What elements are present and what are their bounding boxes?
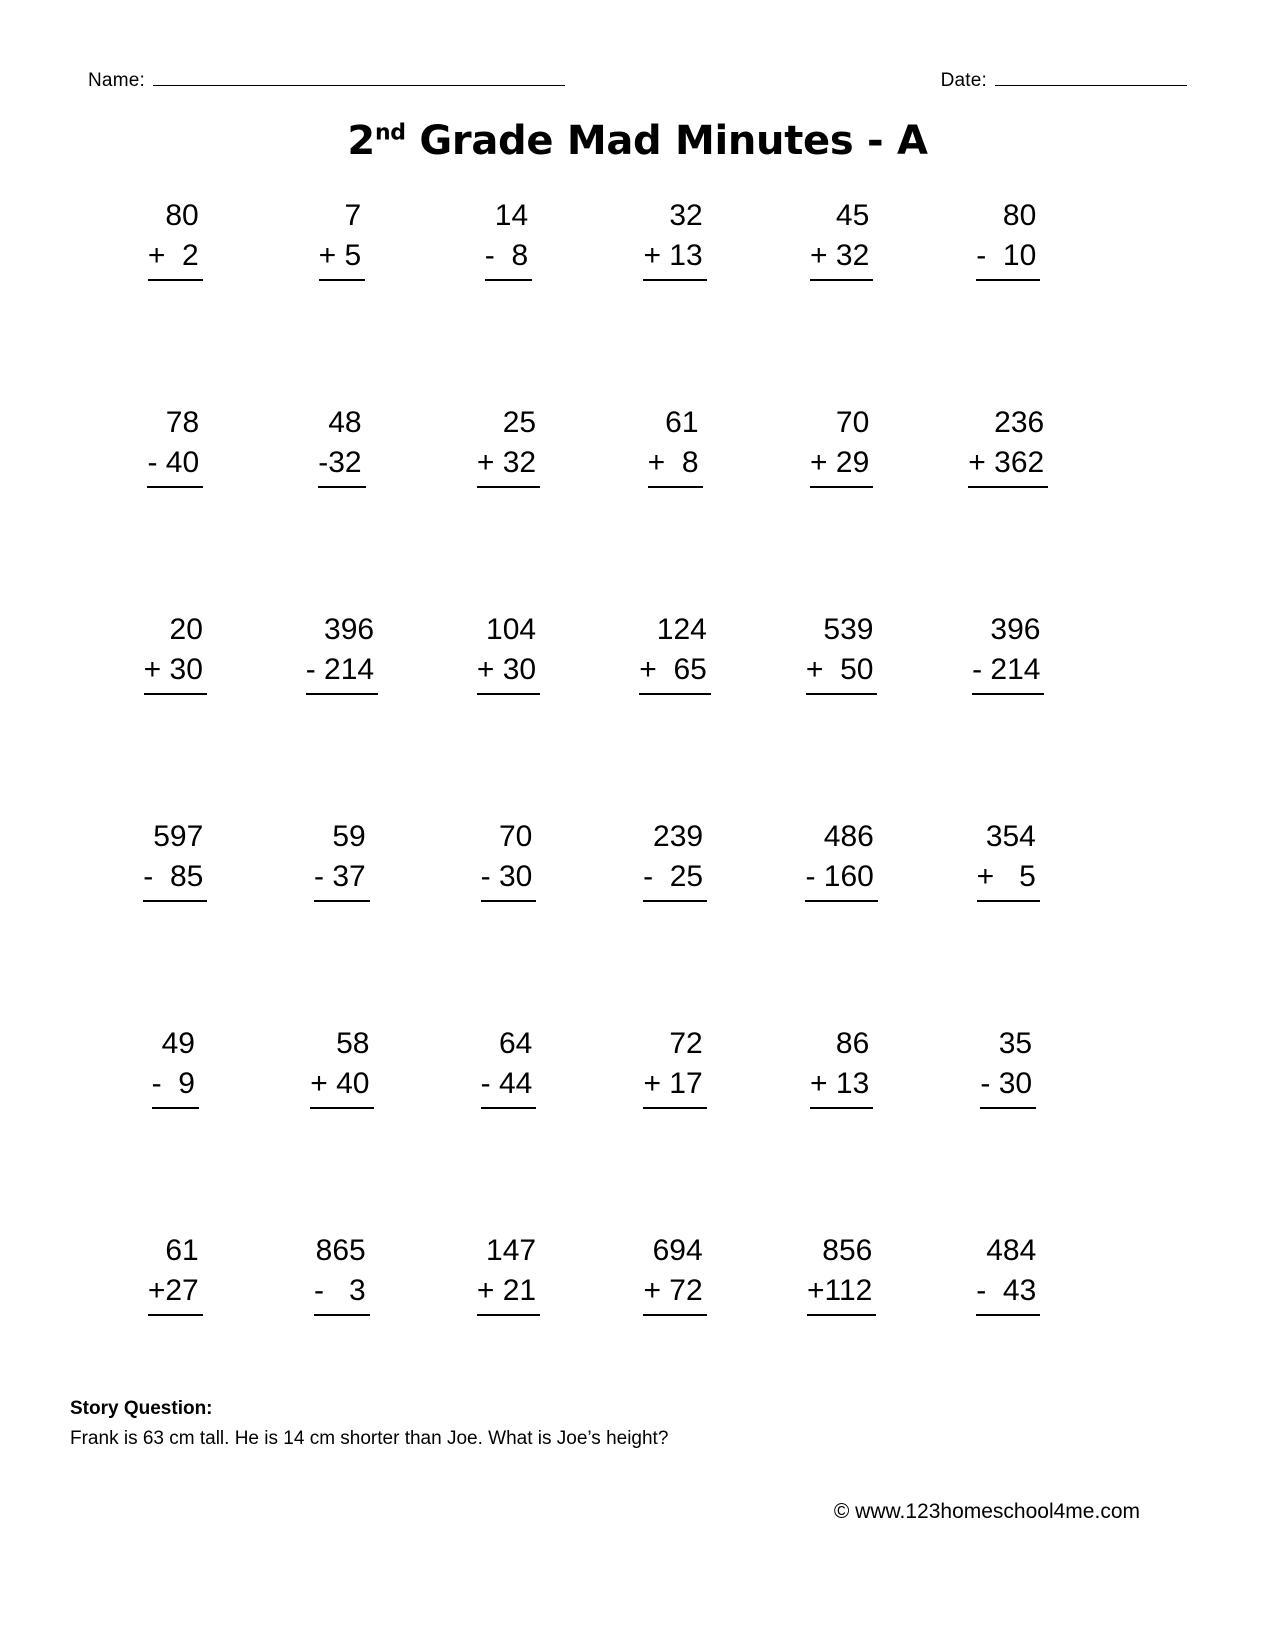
- problem-operand-top: 147: [486, 1234, 537, 1267]
- problem-operand-bottom: - 160: [805, 857, 877, 902]
- problem: [306, 610, 378, 695]
- problem: [148, 1231, 203, 1316]
- problem-operand-bottom: + 5: [977, 857, 1040, 902]
- problem-operand-top: 58: [336, 1027, 370, 1060]
- problem-operand-top: 486: [823, 820, 874, 853]
- problem-cell: [259, 1024, 426, 1231]
- problem-operand-bottom: + 32: [477, 443, 540, 488]
- problem-operand-bottom: + 72: [643, 1271, 706, 1316]
- problem-operand-top: 597: [153, 820, 204, 853]
- problem: [810, 196, 873, 281]
- problem-operand-top: 78: [165, 406, 200, 439]
- problem-cell: [425, 817, 592, 1024]
- problem-operand-top: 14: [494, 199, 529, 232]
- problem-operand-top: 856: [822, 1234, 873, 1267]
- problem: [477, 610, 540, 695]
- problem-operand-bottom: + 65: [639, 650, 711, 695]
- problem-operand-top: 59: [332, 820, 366, 853]
- student-info-row: [88, 70, 1187, 92]
- problem: [980, 1024, 1036, 1109]
- problem: [477, 1231, 540, 1316]
- problem-operand-bottom: + 362: [968, 443, 1048, 488]
- problem-cell: [592, 610, 759, 817]
- problem-operand-bottom: + 8: [648, 443, 703, 488]
- problem-operand-bottom: - 3: [314, 1271, 370, 1316]
- problem-operand-bottom: + 13: [643, 236, 706, 281]
- problem-row: [92, 1024, 1092, 1231]
- story-question-text: Frank is 63 cm tall. He is 14 cm shorter than Joe. What is Joe’s height?: [70, 1428, 669, 1449]
- title-prefix: 2: [347, 118, 375, 164]
- problem-operand-top: 124: [656, 613, 707, 646]
- problem: [807, 1231, 876, 1316]
- title-rest: Grade Mad Minutes - A: [405, 118, 928, 164]
- problem-operand-bottom: - 43: [976, 1271, 1040, 1316]
- problem: [314, 817, 370, 902]
- problem-cell: [259, 196, 426, 403]
- problem-cell: [925, 403, 1092, 610]
- problem: [152, 1024, 199, 1109]
- problem: [976, 196, 1040, 281]
- problem: [977, 817, 1040, 902]
- problem-cell: [92, 1024, 259, 1231]
- problem-operand-top: 49: [161, 1027, 195, 1060]
- problem-cell: [92, 817, 259, 1024]
- problem-operand-top: 45: [835, 199, 870, 232]
- name-field-group: [88, 70, 565, 92]
- problem-operand-bottom: + 30: [477, 650, 540, 695]
- problem: [639, 610, 711, 695]
- problem-operand-bottom: - 25: [643, 857, 707, 902]
- date-label: Date:: [940, 70, 987, 91]
- problem-grid: [92, 196, 1092, 1438]
- problem-row: [92, 196, 1092, 403]
- problem-operand-bottom: + 2: [148, 236, 203, 281]
- problem-cell: [758, 196, 925, 403]
- problem-cell: [259, 817, 426, 1024]
- problem-operand-bottom: - 10: [976, 236, 1040, 281]
- date-field-group: [941, 70, 1187, 92]
- problem-cell: [925, 196, 1092, 403]
- problem-operand-top: 7: [344, 199, 362, 232]
- problem-operand-top: 64: [498, 1027, 533, 1060]
- problem-cell: [92, 196, 259, 403]
- problem-operand-top: 25: [502, 406, 537, 439]
- problem-cell: [592, 196, 759, 403]
- problem-operand-bottom: + 29: [810, 443, 873, 488]
- problem-row: [92, 403, 1092, 610]
- problem: [147, 403, 203, 488]
- problem-operand-bottom: - 8: [485, 236, 532, 281]
- problem: [310, 1024, 373, 1109]
- problem-cell: [259, 610, 426, 817]
- problem-cell: [592, 817, 759, 1024]
- problem-operand-bottom: + 17: [643, 1064, 706, 1109]
- problem: [806, 610, 878, 695]
- problem-cell: [758, 403, 925, 610]
- problem-operand-top: 396: [324, 613, 375, 646]
- problem: [143, 817, 207, 902]
- problem: [976, 1231, 1040, 1316]
- problem-operand-top: 396: [990, 613, 1041, 646]
- problem: [648, 403, 703, 488]
- problem: [968, 403, 1048, 488]
- problem: [477, 403, 540, 488]
- problem: [643, 1024, 706, 1109]
- problem-operand-top: 80: [1002, 199, 1037, 232]
- problem-cell: [592, 1024, 759, 1231]
- problem-operand-bottom: + 5: [319, 236, 366, 281]
- problem-operand-top: 70: [835, 406, 870, 439]
- story-question-section: [70, 1398, 1170, 1452]
- problem-operand-bottom: +27: [148, 1271, 203, 1316]
- problem-cell: [758, 817, 925, 1024]
- problem-operand-top: 239: [653, 820, 704, 853]
- problem: [810, 1024, 873, 1109]
- problem-operand-bottom: - 9: [152, 1064, 199, 1109]
- problem-cell: [425, 196, 592, 403]
- problem: [643, 1231, 706, 1316]
- footer-credit: © www.123homeschool4me.com: [833, 1500, 1140, 1523]
- problem-operand-top: 236: [994, 406, 1045, 439]
- problem-cell: [925, 817, 1092, 1024]
- problem-cell: [425, 610, 592, 817]
- problem-operand-bottom: - 40: [147, 443, 203, 488]
- problem-operand-bottom: + 32: [810, 236, 873, 281]
- problem-operand-bottom: - 214: [306, 650, 378, 695]
- problem-cell: [425, 403, 592, 610]
- problem-operand-top: 61: [665, 406, 699, 439]
- problem-operand-top: 61: [165, 1234, 199, 1267]
- problem-operand-top: 48: [328, 406, 362, 439]
- problem: [318, 403, 365, 488]
- problem-operand-bottom: - 44: [481, 1064, 537, 1109]
- problem: [144, 610, 207, 695]
- problem: [643, 196, 706, 281]
- problem: [810, 403, 873, 488]
- date-input-line[interactable]: [995, 70, 1187, 86]
- problem-cell: [425, 1024, 592, 1231]
- problem-operand-bottom: - 214: [972, 650, 1044, 695]
- problem-cell: [925, 610, 1092, 817]
- page-title: [0, 118, 1275, 164]
- problem-operand-bottom: + 30: [144, 650, 207, 695]
- problem: [481, 1024, 537, 1109]
- problem-cell: [925, 1024, 1092, 1231]
- problem-cell: [592, 403, 759, 610]
- problem-operand-top: 20: [169, 613, 203, 646]
- title-ordinal-suffix: nd: [374, 120, 406, 146]
- problem: [314, 1231, 370, 1316]
- name-label: Name:: [88, 70, 145, 91]
- problem-cell: [758, 610, 925, 817]
- problem-operand-top: 865: [315, 1234, 366, 1267]
- problem-cell: [92, 610, 259, 817]
- problem-row: [92, 817, 1092, 1024]
- problem: [481, 817, 537, 902]
- problem-operand-top: 70: [498, 820, 533, 853]
- problem-row: [92, 610, 1092, 817]
- problem: [643, 817, 707, 902]
- problem-cell: [259, 403, 426, 610]
- story-question-heading: Story Question:: [70, 1398, 213, 1419]
- problem: [805, 817, 877, 902]
- problem-operand-bottom: - 85: [143, 857, 207, 902]
- problem: [148, 196, 203, 281]
- problem: [485, 196, 532, 281]
- name-input-line[interactable]: [153, 70, 565, 86]
- problem-operand-bottom: - 30: [980, 1064, 1036, 1109]
- problem-operand-top: 35: [998, 1027, 1033, 1060]
- problem-operand-bottom: - 30: [481, 857, 537, 902]
- problem: [319, 196, 366, 281]
- problem-operand-top: 104: [486, 613, 537, 646]
- problem-operand-bottom: - 37: [314, 857, 370, 902]
- problem-cell: [92, 403, 259, 610]
- problem-cell: [758, 1024, 925, 1231]
- problem-operand-top: 72: [669, 1027, 703, 1060]
- problem-operand-bottom: +112: [807, 1271, 876, 1316]
- problem-operand-top: 484: [986, 1234, 1037, 1267]
- problem-operand-top: 694: [652, 1234, 703, 1267]
- problem-operand-bottom: + 13: [810, 1064, 873, 1109]
- problem-operand-top: 539: [823, 613, 874, 646]
- problem-operand-bottom: + 50: [806, 650, 878, 695]
- problem-operand-top: 80: [165, 199, 199, 232]
- problem-operand-bottom: -32: [318, 443, 365, 488]
- problem-operand-bottom: + 40: [310, 1064, 373, 1109]
- problem: [972, 610, 1044, 695]
- problem-operand-bottom: + 21: [477, 1271, 540, 1316]
- problem-operand-top: 86: [835, 1027, 870, 1060]
- problem-operand-top: 354: [985, 820, 1036, 853]
- problem-operand-top: 32: [669, 199, 703, 232]
